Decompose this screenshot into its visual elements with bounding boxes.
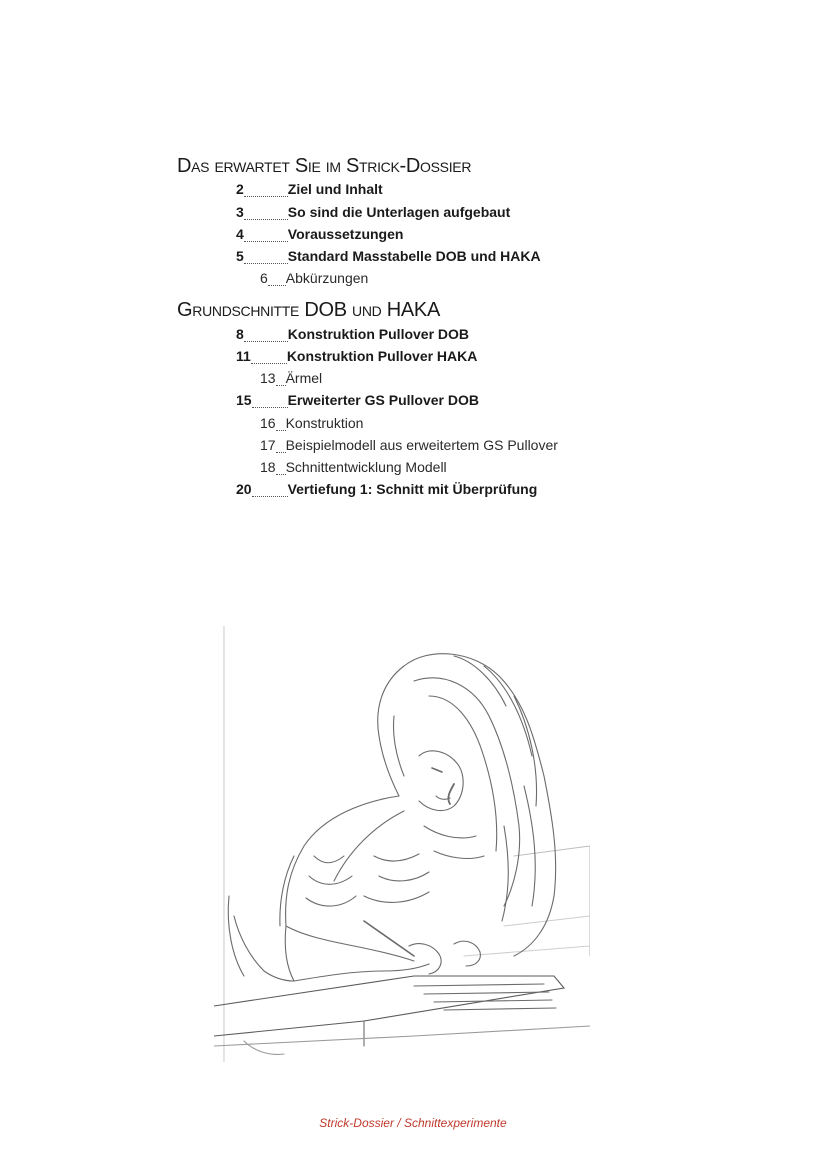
toc-page-number: 16 <box>260 415 276 431</box>
toc-entry-label: Vertiefung 1: Schnitt mit Überprüfung <box>287 481 538 497</box>
toc-page-number: 5 <box>236 248 244 264</box>
toc-entry-label: Ärmel <box>285 370 323 386</box>
toc-entry-label: So sind die Unterlagen aufgebaut <box>287 204 511 220</box>
dot-leader <box>244 262 288 264</box>
toc-entry-label: Standard Masstabelle DOB und HAKA <box>287 248 541 264</box>
toc-entry[interactable] <box>236 181 383 201</box>
toc-entry-label: Voraussetzungen <box>287 226 404 242</box>
toc-entry[interactable] <box>236 248 541 268</box>
dot-leader <box>252 495 288 497</box>
toc-entry[interactable] <box>236 481 537 501</box>
toc-entry-label: Konstruktion Pullover HAKA <box>286 348 478 364</box>
sketch-woman-drawing-icon <box>214 626 590 1062</box>
toc-entry[interactable] <box>260 370 322 390</box>
sketch-illustration <box>214 626 590 1062</box>
dot-leader <box>252 406 288 408</box>
dot-leader <box>244 195 288 197</box>
toc-entry[interactable] <box>236 226 403 246</box>
toc-page-number: 4 <box>236 226 244 242</box>
toc-entry-label: Konstruktion Pullover DOB <box>287 326 470 342</box>
dot-leader <box>276 451 286 453</box>
section-heading-grundschnitte: Grundschnitte DOB und HAKA <box>177 299 441 321</box>
toc-entry-label: Beispielmodell aus erweitertem GS Pullover <box>285 437 558 453</box>
toc-page-number: 11 <box>236 348 251 364</box>
toc-entry[interactable] <box>236 204 510 224</box>
toc-page-number: 13 <box>260 370 276 386</box>
toc-page-number: 6 <box>260 270 268 286</box>
dot-leader <box>244 218 288 220</box>
toc-entry-label: Ziel und Inhalt <box>287 181 383 197</box>
toc-page-number: 17 <box>260 437 276 453</box>
dot-leader <box>276 384 286 386</box>
toc-page-number: 2 <box>236 181 244 197</box>
dot-leader <box>276 473 286 475</box>
dot-leader <box>251 362 287 364</box>
toc-entry[interactable] <box>260 459 447 479</box>
toc-entry-label: Erweiterter GS Pullover DOB <box>287 392 479 408</box>
toc-entry-label: Konstruktion <box>285 415 364 431</box>
toc-page-number: 15 <box>236 392 252 408</box>
toc-page-number: 3 <box>236 204 244 220</box>
page-footer: Strick-Dossier / Schnittexperimente <box>319 1116 507 1130</box>
toc-entry[interactable] <box>260 270 368 290</box>
dot-leader <box>276 429 286 431</box>
section-heading-dossier: Das erwartet Sie im Strick-Dossier <box>177 155 472 177</box>
toc-entry[interactable] <box>260 415 363 435</box>
toc-entry[interactable] <box>236 348 477 368</box>
toc-entry-label: Abkürzungen <box>285 270 369 286</box>
toc-entry[interactable] <box>260 437 558 457</box>
toc-page-number: 20 <box>236 481 252 497</box>
dot-leader <box>244 240 288 242</box>
toc-page-number: 18 <box>260 459 276 475</box>
dot-leader <box>244 340 288 342</box>
toc-entry[interactable] <box>236 326 469 346</box>
toc-entry[interactable] <box>236 392 479 412</box>
toc-page-number: 8 <box>236 326 244 342</box>
toc-entry-label: Schnittentwicklung Modell <box>285 459 447 475</box>
dot-leader <box>268 284 286 286</box>
